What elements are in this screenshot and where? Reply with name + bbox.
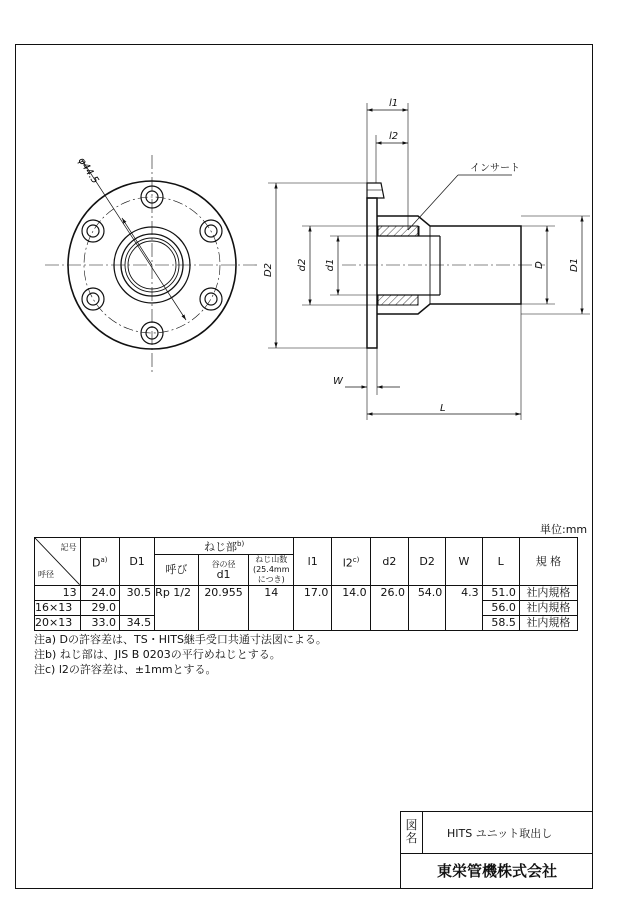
- hdr-L: L: [482, 538, 519, 586]
- corner-bottom: 呼径: [38, 569, 54, 579]
- hdr-D2: D2: [409, 538, 446, 586]
- table-corner: [35, 538, 81, 586]
- table-row: 13 24.0 30.5 Rp 1/2 20.955 14 17.0 14.0 26.0 54.0 4.3 51.0 社内規格: [35, 585, 578, 600]
- hdr-D1: D1: [119, 538, 154, 586]
- front-view: [45, 155, 260, 375]
- D2-label: D2: [263, 262, 274, 278]
- title-block: [400, 811, 593, 889]
- hdr-d2: d2: [370, 538, 408, 586]
- hdr-tani: 谷の径 d1: [198, 554, 249, 585]
- W-label: W: [333, 376, 343, 387]
- d2-label: d2: [297, 258, 308, 272]
- note-b: 注b) ねじ部は、JIS B 0203の平行めねじとする。: [34, 648, 281, 661]
- hdr-yobi: 呼び: [155, 554, 199, 585]
- insert-label: インサート: [470, 163, 520, 174]
- l2-label: l2: [389, 131, 399, 142]
- hdr-l2: l2$^{c)}$: [332, 538, 370, 586]
- company-name: 東栄管機株式会社: [436, 862, 557, 880]
- hdr-kikaku: 規 格: [519, 538, 577, 586]
- hdr-thread-group: ねじ部$^{b)}$: [155, 538, 294, 555]
- table-row: 16×13 29.0 56.0 社内規格: [35, 600, 578, 615]
- spec-table: [34, 537, 578, 631]
- note-a: 注a) Dの許容差は、TS・HITS継手受口共通寸法図による。: [34, 633, 327, 646]
- hdr-D: $D^{a)}$: [80, 538, 119, 586]
- notes: [34, 632, 327, 677]
- D1-label: D1: [569, 257, 580, 273]
- drawing-title: HITS ユニット取出し: [447, 827, 553, 840]
- hdr-W: W: [446, 538, 482, 586]
- phi-label: φ44.5: [75, 155, 101, 186]
- zumei-label: 図名: [401, 812, 423, 853]
- hdr-l1: l1: [294, 538, 332, 586]
- unit-label: 単位:mm: [540, 523, 588, 536]
- L-label: L: [440, 403, 446, 414]
- hdr-neji: ねじ山数 (25.4mm につき): [249, 554, 294, 585]
- l1-label: l1: [389, 98, 399, 109]
- d1-label: d1: [325, 258, 336, 272]
- table-row: 20×13 33.0 34.5 58.5 社内規格: [35, 615, 578, 630]
- corner-top: 記号: [60, 543, 77, 552]
- D-label: D: [534, 261, 545, 269]
- note-c: 注c) l2の許容差は、±1mmとする。: [34, 663, 217, 676]
